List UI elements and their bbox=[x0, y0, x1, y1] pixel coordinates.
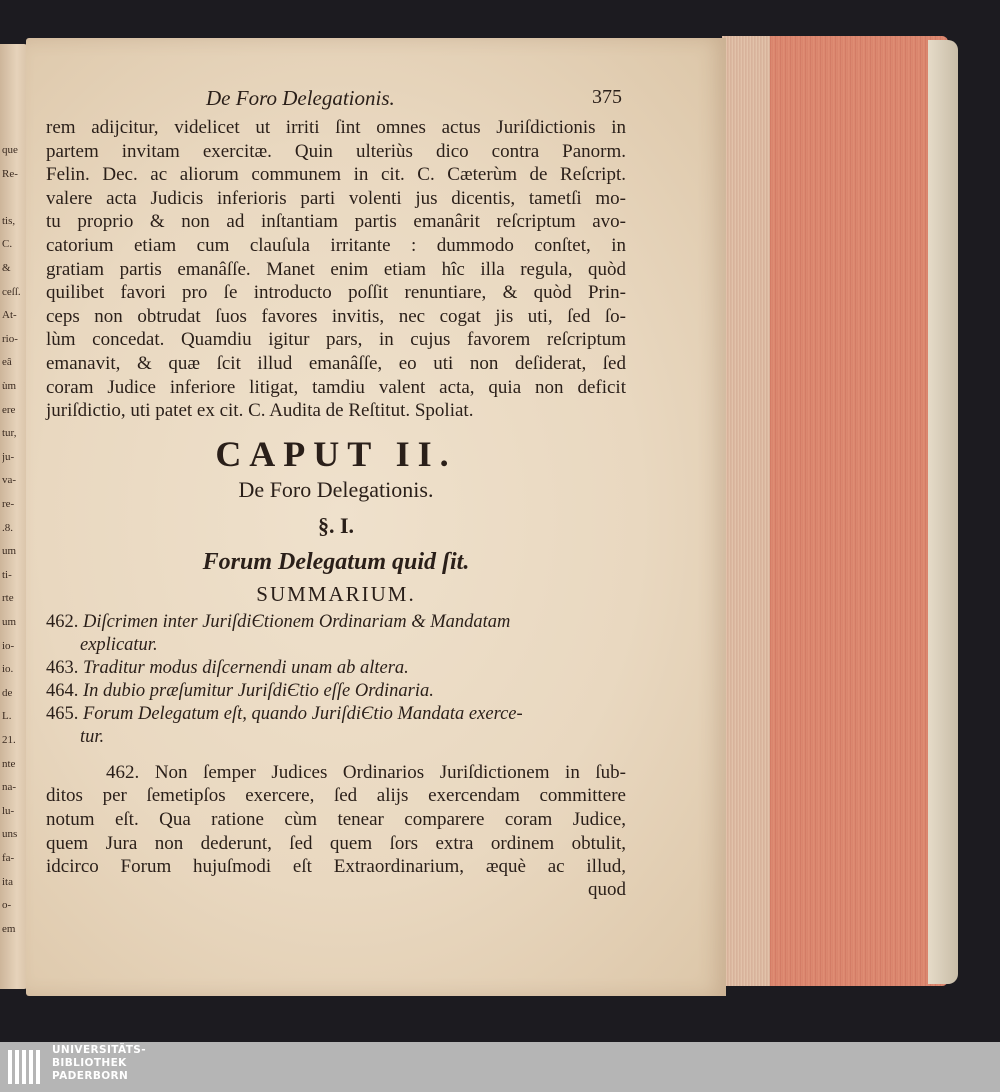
fragment-line: io. bbox=[2, 663, 14, 676]
catchword: quod bbox=[588, 878, 626, 900]
paragraph-line: quilibet favori pro ſe introducto poſſit renuntiare, & quòd Prin- bbox=[46, 282, 626, 304]
paragraph-line: lùm concedat. Quamdiu igitur pars, in cujus favorem reſcriptum bbox=[46, 329, 626, 351]
page-header bbox=[46, 86, 626, 116]
paragraph-line: coram Judice inferiore litigat, tamdiu valent acta, quia non deficit bbox=[46, 376, 626, 398]
fragment-line: ju- bbox=[2, 450, 15, 463]
previous-page-text-fragments bbox=[2, 44, 26, 989]
summarium-text: In dubio præſumitur JuriſdiЄtio eſſe Ordinaria. bbox=[83, 680, 434, 701]
paragraph-line: rem adijcitur, videlicet ut irriti ſint omnes actus Juriſdictionis in bbox=[46, 117, 626, 138]
fragment-line: rte bbox=[2, 592, 14, 605]
library-name-line: BIBLIOTHEK bbox=[52, 1057, 127, 1069]
fragment-line: nte bbox=[2, 757, 16, 770]
summarium-item bbox=[46, 657, 626, 680]
fragment-line: 21. bbox=[2, 734, 16, 746]
page-number: 375 bbox=[592, 86, 622, 108]
fragment-line: At- bbox=[2, 309, 17, 322]
chapter-heading: CAPUT II. bbox=[215, 433, 457, 474]
fragment-line: lu- bbox=[2, 804, 15, 817]
summarium-item bbox=[46, 703, 626, 726]
fragment-line: & bbox=[2, 262, 11, 274]
summarium-number: 463. bbox=[46, 657, 83, 678]
summarium-text: Traditur modus diſcernendi unam ab altera. bbox=[83, 657, 409, 678]
fragment-line: ti- bbox=[2, 568, 12, 581]
fragment-line: o- bbox=[2, 899, 12, 912]
fragment-line: .8. bbox=[2, 521, 13, 534]
library-logo-icon bbox=[6, 1046, 46, 1088]
fragment-line: uns bbox=[2, 828, 18, 841]
fragment-line: re- bbox=[2, 498, 15, 510]
fragment-line: na- bbox=[2, 781, 17, 794]
fragment-line: va- bbox=[2, 474, 17, 487]
fragment-line: em bbox=[2, 922, 16, 935]
opening-paragraph bbox=[46, 116, 626, 423]
fragment-line: um bbox=[2, 616, 17, 628]
summarium-text: Forum Delegatum eſt, quando JuriſdiЄtio Mandata exerce- bbox=[83, 703, 523, 724]
body-line: quem Jura non dederunt, ſed quem ſors extra ordinem obtulit, bbox=[46, 832, 626, 854]
body-line: idcirco Forum hujuſmodi eſt Extraordinarium, æquè ac illud, bbox=[46, 856, 626, 878]
page-text bbox=[46, 86, 626, 901]
summarium-item bbox=[46, 611, 626, 634]
paragraph-line: partem invitam exercitæ. Quin ulteriùs dico contra Panorm. bbox=[46, 140, 626, 162]
fragment-line: rio- bbox=[2, 332, 18, 345]
previous-page-edge bbox=[0, 44, 28, 989]
paragraph-line: catorium etiam cum clauſula irritante : dummodo conſtet, in bbox=[46, 234, 626, 256]
summarium-text: tur. bbox=[80, 726, 105, 747]
fragment-line: um bbox=[2, 545, 17, 558]
summarium-number: 464. bbox=[46, 680, 83, 701]
paragraph-line: Felin. Dec. ac aliorum communem in cit. C. Cæterùm de Reſcript. bbox=[46, 164, 626, 186]
section-number: §. I. bbox=[317, 512, 355, 538]
paragraph-line: tu proprio & non ad inſtantiam partis emanârit reſcriptum avo- bbox=[46, 211, 626, 233]
footer-bar bbox=[0, 1042, 1000, 1092]
chapter-title: De Foro Delegationis. bbox=[238, 476, 434, 502]
paragraph-line: ceps non obtrudat ſuos favores invitis, nec cogat jis uti, ſed ſo- bbox=[46, 305, 626, 327]
fragment-line: io- bbox=[2, 639, 15, 652]
fragment-line: Re- bbox=[2, 167, 18, 180]
summarium-item bbox=[46, 680, 626, 703]
summarium-item bbox=[46, 634, 626, 657]
fragment-line: fa- bbox=[2, 852, 15, 864]
running-head: De Foro Delegationis. bbox=[206, 86, 395, 110]
fragment-line: ceſſ. bbox=[2, 285, 21, 298]
summarium-list bbox=[46, 611, 626, 749]
library-name-line: UNIVERSITÄTS- bbox=[52, 1044, 147, 1056]
fragment-line: tis, bbox=[2, 214, 16, 227]
library-name bbox=[52, 1044, 146, 1083]
paragraph-line: emanavit, & quæ ſcit illud emanâſſe, eo uti non deſiderat, ſed bbox=[46, 352, 626, 374]
book-cover-edge bbox=[928, 40, 958, 984]
fragment-line: eâ bbox=[2, 356, 12, 369]
fragment-line: que bbox=[2, 144, 18, 156]
paragraph-line: juriſdictio, uti patet ex cit. C. Audita de Reſtitut. Spoliat. bbox=[46, 400, 474, 422]
fragment-line: tur, bbox=[2, 427, 17, 440]
fragment-line: de bbox=[2, 686, 13, 699]
summarium-text: Diſcrimen inter JuriſdiЄtionem Ordinariam & Mandatam bbox=[83, 611, 511, 632]
fragment-line: C. bbox=[2, 238, 13, 251]
summarium-item bbox=[46, 726, 626, 749]
summarium-heading: SUMMARIUM. bbox=[256, 581, 416, 606]
summarium-number: 465. bbox=[46, 703, 83, 724]
book-fore-edge bbox=[722, 36, 948, 986]
fragment-line: ùm bbox=[2, 380, 17, 392]
library-name-line: PADERBORN bbox=[52, 1070, 129, 1082]
section-title: Forum Delegatum quid ſit. bbox=[202, 548, 470, 575]
body-paragraph bbox=[46, 761, 626, 879]
paragraph-line: gratiam partis emanâſſe. Manet enim etiam hîc illa regula, quòd bbox=[46, 258, 626, 280]
summarium-number: 462. bbox=[46, 611, 83, 632]
fragment-line: ere bbox=[2, 403, 16, 416]
body-line: notum eſt. Qua ratione cùm tenear comparere coram Judice, bbox=[46, 808, 626, 830]
summarium-text: explicatur. bbox=[80, 634, 158, 655]
body-line: 462. Non ſemper Judices Ordinarios Juriſdictionem in ſub- bbox=[106, 761, 626, 783]
body-line: ditos per ſemetipſos exercere, ſed alijs exercendam committere bbox=[46, 785, 626, 807]
paragraph-line: valere acta Judicis inferioris parti volenti jus dicentis, tametſi mo- bbox=[46, 187, 626, 209]
fragment-line: L. bbox=[2, 710, 12, 723]
fragment-line: ita bbox=[2, 875, 13, 888]
